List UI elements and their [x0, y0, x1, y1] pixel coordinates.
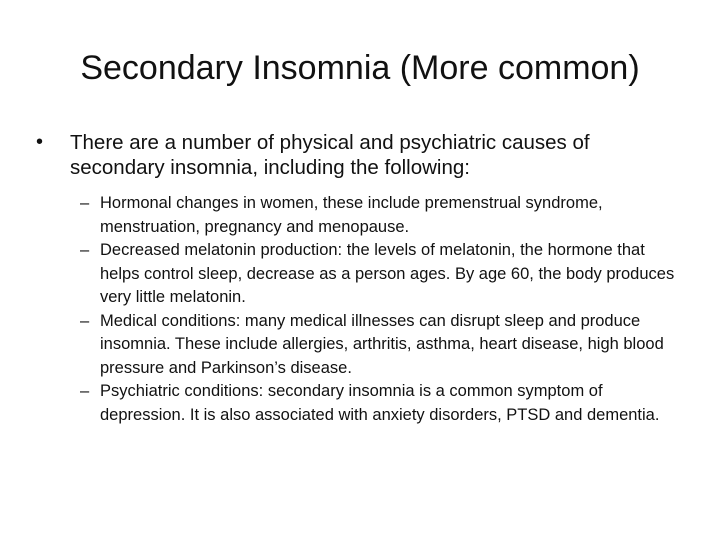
dash-marker: – [80, 311, 90, 330]
sub-bullet-text: Psychiatric conditions: secondary insomnia is a common symptom of depression. It is also associated with anxiety disorders, PTSD and dementia. [100, 382, 660, 424]
sub-bullet-text: Medical conditions: many medical illnesses can disrupt sleep and produce insomnia. These include allergies, arthritis, asthma, heart disease, high blood pressure and Parkinson’s disease. [100, 311, 664, 377]
sub-bullet-item [36, 192, 676, 239]
sub-bullet-list [36, 192, 676, 427]
sub-bullet-item [36, 310, 676, 381]
bullet-marker: • [36, 131, 44, 153]
bullet-text: There are a number of physical and psychiatric causes of secondary insomnia, including the following: [70, 131, 590, 179]
dash-marker: – [80, 382, 90, 400]
dash-marker: – [80, 241, 90, 259]
sub-bullet-item [36, 239, 676, 310]
dash-marker: – [80, 194, 90, 212]
bullet-item [36, 130, 676, 180]
slide-body [36, 130, 676, 427]
sub-bullet-item [36, 380, 676, 427]
slide-title: Secondary Insomnia (More common) [80, 49, 640, 87]
sub-bullet-text: Hormonal changes in women, these include premenstrual syndrome, menstruation, pregnancy and menopause. [100, 194, 603, 236]
sub-bullet-text: Decreased melatonin production: the levels of melatonin, the hormone that helps control sleep, decrease as a person ages. By age 60, the body produces very little melatonin. [100, 241, 675, 306]
